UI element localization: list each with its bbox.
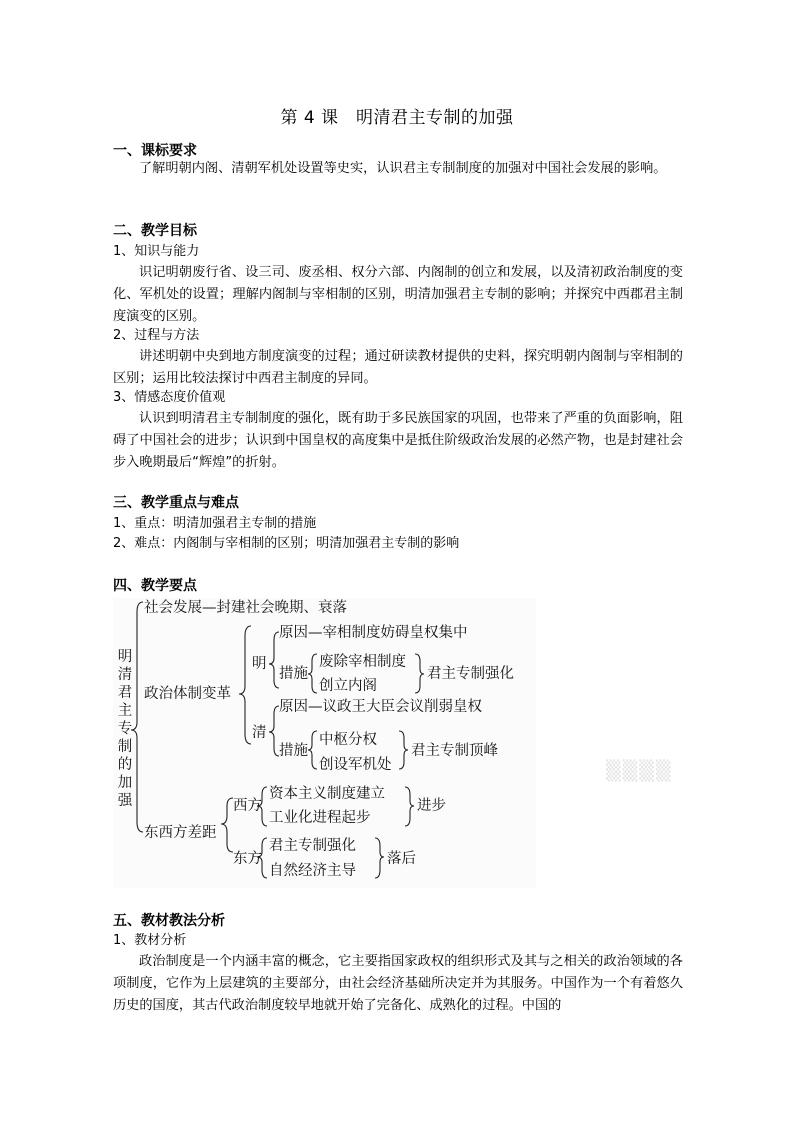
node-east-result: 落后 (387, 851, 416, 867)
section-2-paragraph-2: 讲述明朝中央到地方制度演变的过程；通过研读教材提供的史料，探究明朝内阁制与宰相制的区别；运用比较法探讨中西君主制度的异同。 (113, 349, 683, 386)
node-political-reform: 政治体制变革 (144, 686, 231, 702)
node-east-2: 自然经济主导 (269, 863, 356, 879)
section-2-sub-2: 2、过程与方法 (113, 328, 200, 343)
node-qing-measure-1: 中枢分权 (319, 732, 377, 748)
node-ming-result: 君主专制强化 (427, 666, 514, 682)
node-east-west-gap: 东西方差距 (144, 825, 217, 841)
ming-result-brace (415, 654, 424, 693)
watermark: ▒▒▒▒ (606, 760, 673, 782)
diagram-root-label: 明 清 君 主 专 制 的 加 强 (117, 649, 133, 809)
node-ming-measure: 措施 (279, 666, 308, 682)
east-result-brace (375, 838, 384, 878)
node-qing-result: 君主专制顶峰 (411, 743, 498, 759)
node-ming-measure-2: 创立内阁 (319, 678, 377, 694)
section-1-heading: 一、课标要求 (113, 143, 197, 159)
eastwest-brace (221, 798, 233, 852)
section-2-paragraph-3: 认识到明清君主专制制度的强化，既有助于多民族国家的巩固，也带来了严重的负面影响，阻碍了中国社会的进步；认识到中国皇权的高度集中是抵住阶级政治发展的必然产物，也是封建社会步入晚期最后“辉煌”的折射。 (113, 411, 683, 470)
section-3-line-1: 1、重点：明清加强君主专制的措施 (113, 516, 317, 531)
ming-measure-brace (308, 654, 317, 693)
section-5-sub-1: 1、教材分析 (113, 933, 187, 948)
node-west-1: 资本主义制度建立 (269, 786, 385, 802)
node-social-development: 社会发展—封建社会晚期、衰落 (144, 600, 347, 616)
outline-diagram (113, 598, 536, 888)
ming-brace (269, 632, 279, 688)
section-5-paragraph-1: 政治制度是一个内涵丰富的概念，它主要指国家政权的组织形式及其与之相关的政治领域的各项制度，它作为上层建筑的主要部分，由社会经济基础所决定并为其服务。中国作为一个有着悠久历史的国度，其古代政治制度较早地就开始了完备化、成熟化的过程。中国的 (113, 954, 683, 1013)
node-ming-measure-1: 废除宰相制度 (319, 654, 406, 670)
political-brace (239, 626, 251, 744)
section-2-paragraph-1: 识记明朝废行省、设三司、废丞相、权分六部、内阁制的创立和发展，以及清初政治制度的变化、军机处的设置；理解内阁制与宰相制的区别，明清加强君主专制的影响；并探究中西郡君主制度演变的区别。 (113, 265, 683, 324)
qing-brace (269, 706, 279, 756)
section-4-heading: 四、教学要点 (113, 578, 197, 594)
qing-measure-brace (308, 731, 317, 769)
qing-result-brace (399, 731, 408, 769)
section-3-heading: 三、教学重点与难点 (113, 495, 239, 511)
section-1-paragraph: 了解明朝内阁、清朝军机处设置等史实，认识君主专制制度的加强对中国社会发展的影响。 (139, 161, 667, 176)
section-5-heading: 五、教材教法分析 (113, 913, 225, 929)
node-east: 东方 (233, 851, 262, 867)
page-title: 第 4 课 明清君主专制的加强 (280, 108, 514, 128)
node-ming-reason: 原因—宰相制度妨碍皇权集中 (279, 625, 468, 641)
west-result-brace (405, 787, 414, 826)
node-west: 西方 (233, 798, 262, 814)
section-2-sub-3: 3、情感态度价值观 (113, 390, 226, 405)
node-west-2: 工业化进程起步 (269, 810, 371, 826)
node-east-1: 君主专制强化 (269, 838, 356, 854)
section-2-heading: 二、教学目标 (113, 223, 197, 239)
section-3-line-2: 2、难点：内阁制与宰相制的区别；明清加强君主专制的影响 (113, 536, 460, 551)
node-qing-measure-2: 创设军机处 (319, 757, 392, 773)
section-2-sub-1: 1、知识与能力 (113, 244, 200, 259)
node-qing-reason: 原因—议政王大臣会议削弱皇权 (279, 699, 482, 715)
node-qing-measure: 措施 (279, 743, 308, 759)
node-qing: 清 (252, 725, 267, 741)
node-ming: 明 (252, 656, 267, 672)
node-west-result: 进步 (417, 798, 446, 814)
